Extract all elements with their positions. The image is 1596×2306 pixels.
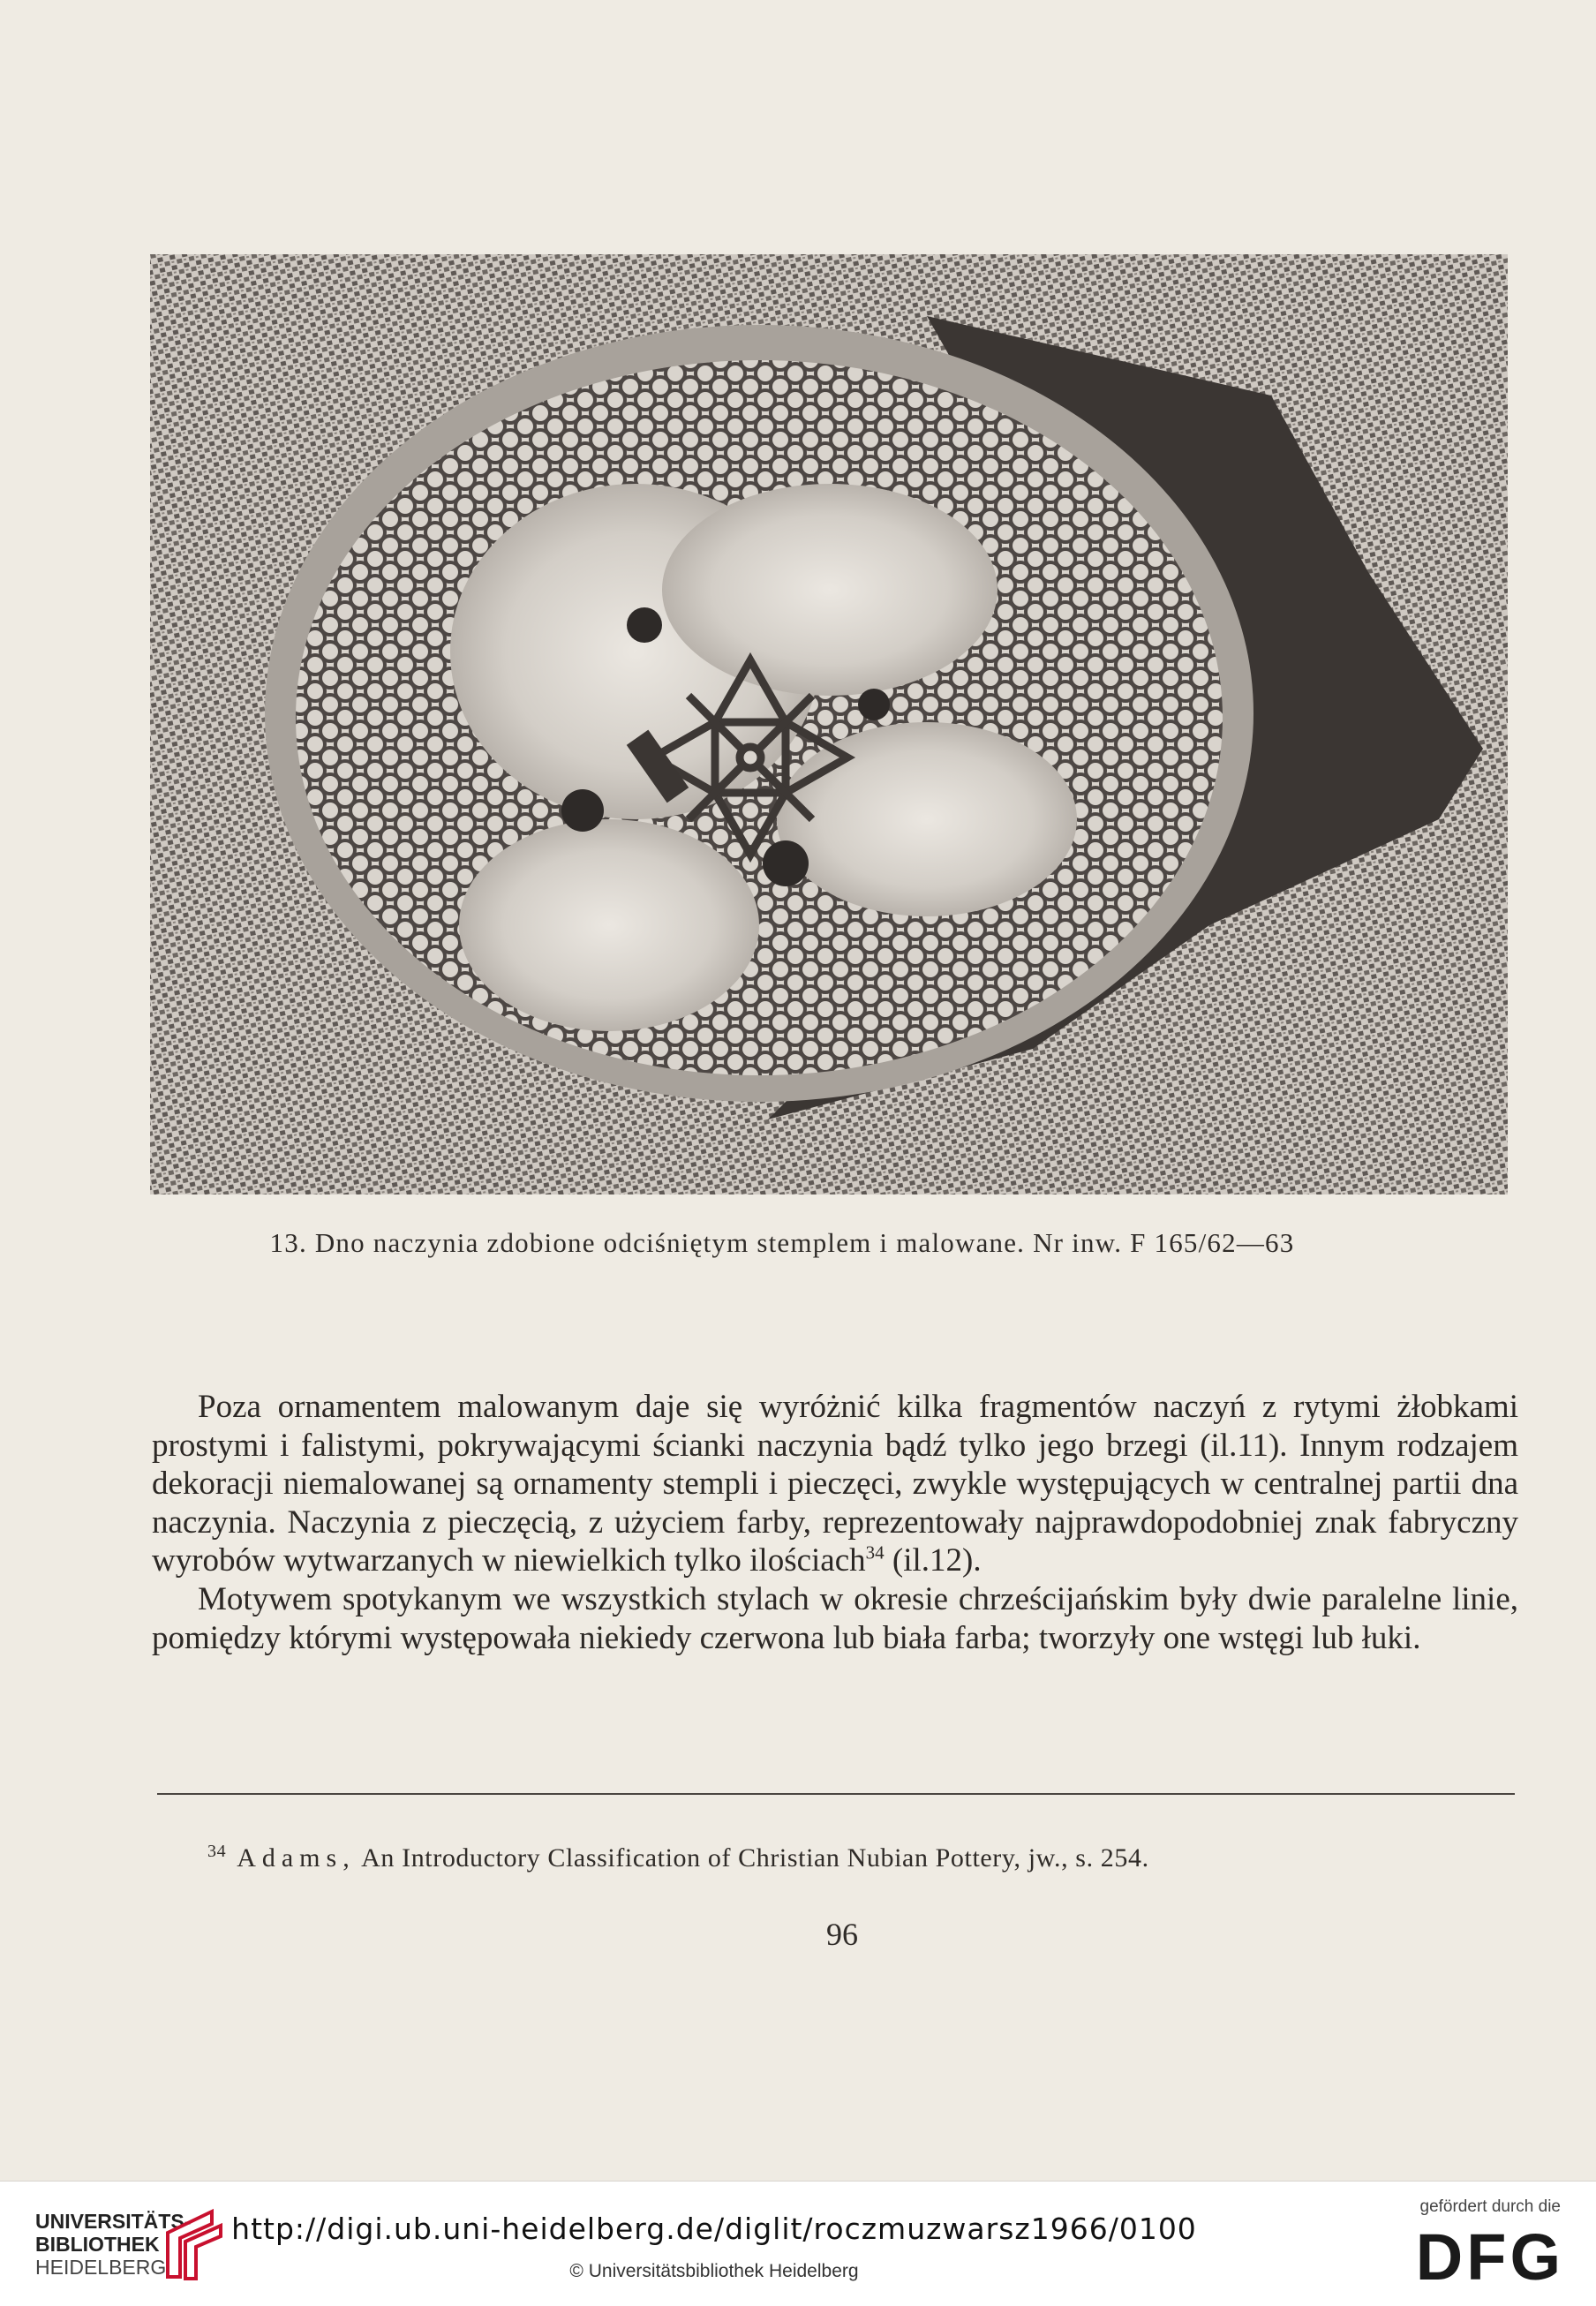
body-text bbox=[152, 1388, 1518, 1657]
footnote-ref: 34 bbox=[865, 1542, 885, 1564]
photo-vessel-base bbox=[150, 254, 1508, 1194]
page-number: 96 bbox=[826, 1917, 858, 1952]
footnote-number: 34 bbox=[207, 1842, 227, 1861]
copyright-notice: © Universitätsbibliothek Heidelberg bbox=[569, 2261, 859, 2281]
source-url[interactable]: http://digi.ub.uni-heidelberg.de/diglit/roczmuzwarsz1966/0100 bbox=[231, 2212, 1197, 2246]
library-name: UNIVERSITÄTS- BIBLIOTHEK HEIDELBERG bbox=[35, 2210, 192, 2279]
footnote bbox=[207, 1842, 1532, 1873]
dfg-logo: DFG bbox=[1415, 2220, 1564, 2294]
footnote-author: Adams, bbox=[237, 1843, 356, 1873]
paragraph-2: Motywem spotykanym we wszystkich stylach w okresie chrześcijańskim były dwie paralelne linie, pomiędzy którymi występowała niekiedy czerwona lub biała farba; tworzyły one wstęgi lub łuki. bbox=[152, 1580, 1518, 1656]
paragraph-1: Poza ornamentem malowanym daje się wyróżnić kilka fragmentów naczyń z rytymi żłobkami prostymi i falistymi, pokrywającymi ścianki naczynia bądź tylko jego brzegi (il.11). Innym rodzajem dekoracji niemalowanej są ornamenty stempli i pieczęci, zwykle występujących w centralnej partii dna naczynia. Naczynia z pieczęcią, z użyciem farby, reprezentowały najprawdopodobniej znak fabryczny wyrobów wytwarzanych w niewielkich tylko ilościach$^{34}$ (il.12). bbox=[152, 1389, 1518, 1579]
figure-caption: 13. Dno naczynia zdobione odciśniętym stemplem i malowane. Nr inw. F 165/62—63 bbox=[269, 1227, 1295, 1258]
funding-note: gefördert durch die bbox=[1419, 2197, 1561, 2216]
footnote-divider bbox=[157, 1793, 1515, 1795]
footnote-text: An Introductory Classification of Christian Nubian Pottery, jw., s. 254. bbox=[355, 1843, 1149, 1873]
digitization-banner bbox=[0, 2181, 1596, 2306]
